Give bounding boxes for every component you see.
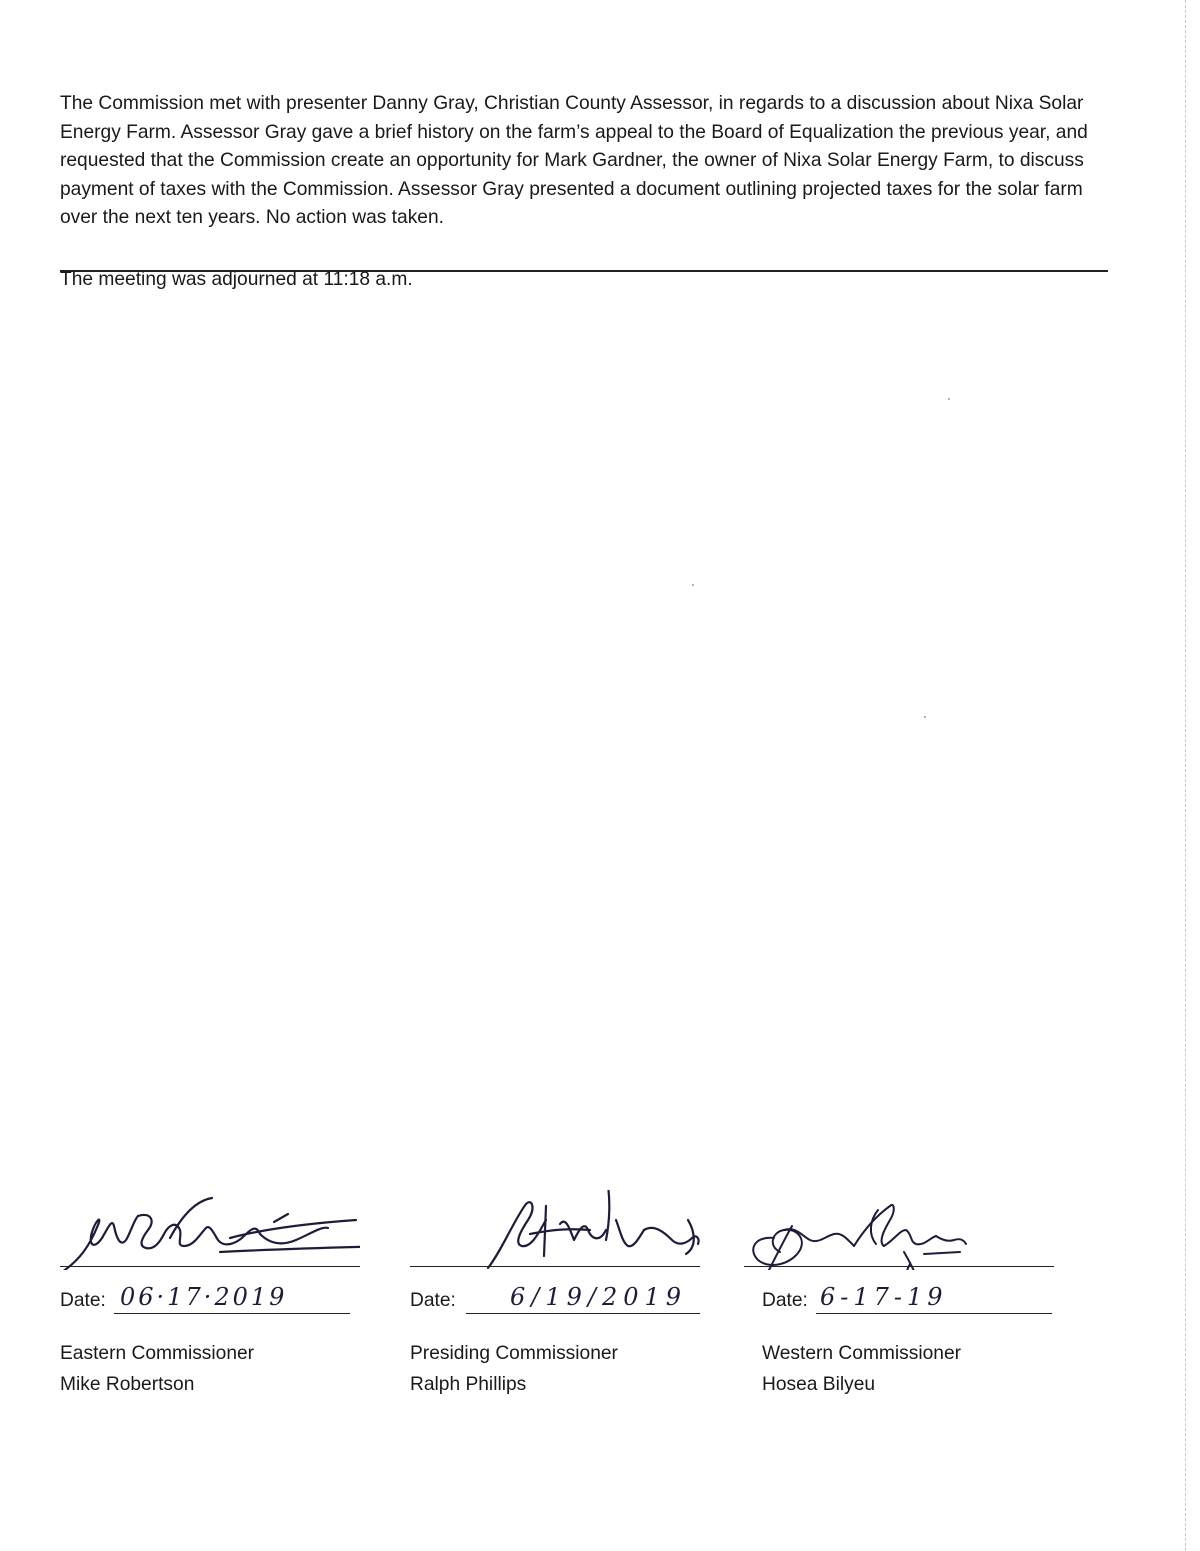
signer-name: Ralph Phillips [410, 1374, 527, 1395]
signer-name: Mike Robertson [60, 1374, 195, 1395]
date-line [816, 1313, 1052, 1314]
signer-title: Presiding Commissioner [410, 1343, 618, 1364]
scan-edge-artifact [1185, 0, 1188, 1551]
date-label: Date: [410, 1290, 456, 1311]
signature-line [60, 1266, 360, 1267]
adjournment-text: The meeting was adjourned at 11:18 a.m. [60, 269, 413, 290]
signature-block-presiding [410, 1190, 710, 1420]
signer-role [762, 1338, 961, 1400]
signer-role [410, 1338, 618, 1400]
date-row [60, 1284, 360, 1314]
signature-ralph-phillips [410, 1190, 710, 1270]
signature-block-eastern [60, 1190, 360, 1420]
date-row [410, 1284, 710, 1314]
date-label: Date: [60, 1290, 106, 1311]
scan-speck [924, 716, 926, 718]
minutes-paragraph: The Commission met with presenter Danny Gray, Christian County Assessor, in regards to a discussion about Nixa Solar Energy Farm. Assessor Gray gave a brief history on the farm’s appeal to the Board of Equalization the previous year, and requested that the Commission create an opportunity for Mark Gardner, the owner of Nixa Solar Energy Farm, to discuss payment of taxes with the Commission. Assessor Gray presented a document outlining projected taxes for the solar farm over the next ten years. No action was taken. [60, 93, 1088, 229]
handwritten-date: 6-17-19 [820, 1283, 948, 1311]
signature-line [410, 1266, 700, 1267]
signature-hosea-bilyeu [744, 1190, 1044, 1270]
signer-role [60, 1338, 254, 1400]
scan-speck [692, 584, 694, 586]
date-line [114, 1313, 350, 1314]
handwritten-date: 6/19/2019 [510, 1283, 688, 1311]
date-label: Date: [762, 1290, 808, 1311]
scan-speck [948, 398, 950, 400]
signer-name: Hosea Bilyeu [762, 1374, 876, 1395]
signature-mike-robertson [60, 1190, 360, 1270]
signer-title: Eastern Commissioner [60, 1343, 255, 1364]
date-row [744, 1284, 1044, 1314]
signer-title: Western Commissioner [762, 1343, 962, 1364]
signature-block-western [744, 1190, 1044, 1420]
handwritten-date: 06·17·2019 [120, 1283, 288, 1311]
date-line [466, 1313, 700, 1314]
signature-line [744, 1266, 1054, 1267]
